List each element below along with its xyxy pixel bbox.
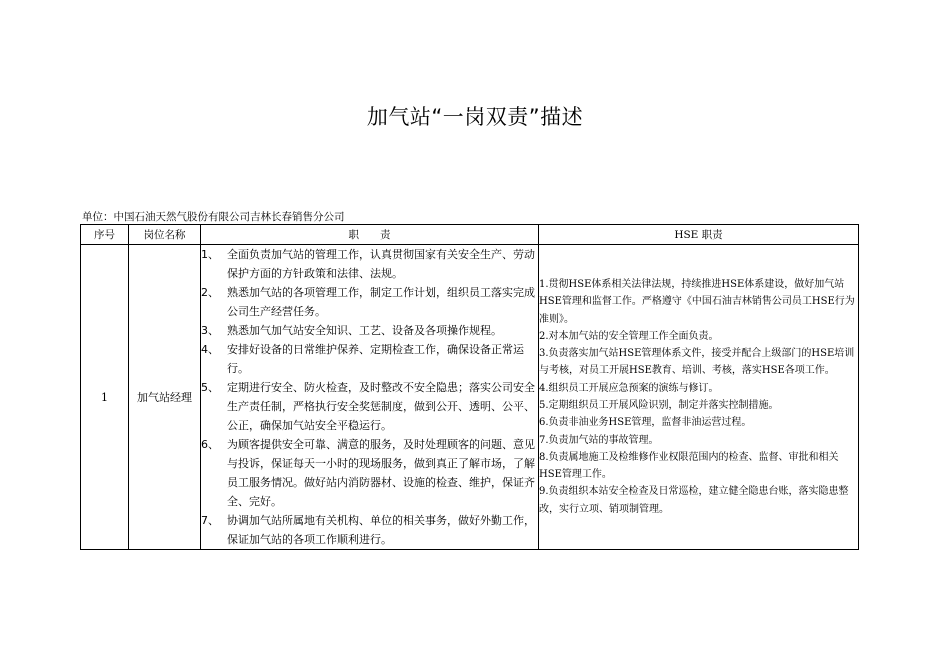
table-row	[81, 245, 859, 550]
responsibility-item	[201, 283, 538, 321]
header-num: 序号	[81, 225, 129, 245]
hse-item: 8.负责属地施工及检维修作业权限范围内的检查、监督、审批和相关HSE管理工作。	[539, 451, 839, 481]
item-text: 熟悉加气加气站安全知识、工艺、设备及各项操作规程。	[227, 324, 502, 337]
hse-list	[539, 276, 858, 518]
responsibilities-cell	[201, 245, 539, 550]
item-number: 1、	[201, 248, 219, 261]
header-position: 岗位名称	[129, 225, 201, 245]
item-text: 为顾客提供安全可靠、满意的服务，及时处理顾客的问题、意见与投诉，保证每天一小时的现场服务，做到真正了解市场，了解员工服务情况。做好站内消防器材、设施的检查、维护，保证齐全、完好。	[227, 438, 535, 508]
item-number: 7、	[201, 514, 219, 527]
hse-item: 2.对本加气站的安全管理工作全面负责。	[539, 330, 719, 342]
row-position: 加气站经理	[129, 245, 201, 550]
item-text: 协调加气站所属地有关机构、单位的相关事务，做好外勤工作，保证加气站的各项工作顺利进行。	[227, 514, 535, 546]
responsibility-item	[201, 340, 538, 378]
unit-label: 单位：中国石油天然气股份有限公司吉林长春销售分公司	[82, 211, 345, 223]
hse-item: 7.负责加气站的事故管理。	[539, 434, 659, 446]
item-number: 6、	[201, 438, 219, 451]
hse-item: 3.负责落实加气站HSE管理体系文件，接受并配合上级部门的HSE培训与考核，对员工开展HSE教育、培训、考核，落实HSE各项工作。	[539, 348, 855, 377]
hse-item: 4.组织员工开展应急预案的演练与修订。	[539, 382, 719, 394]
hse-item: 5.定期组织员工开展风险识别，制定并落实控制措施。	[539, 400, 779, 411]
hse-item: 1.贯彻HSE体系相关法律法规，持续推进HSE体系建设，做好加气站HSE管理和监督工作。严格遵守《中国石油吉林销售公司员工HSE行为准则》。	[539, 278, 855, 325]
table-header-row	[81, 225, 859, 245]
item-number: 3、	[201, 324, 219, 337]
responsibility-item	[201, 378, 538, 435]
header-responsibilities: 职 责	[201, 225, 539, 245]
responsibility-item	[201, 435, 538, 511]
hse-item: 6.负责非油业务HSE管理，监督非油运营过程。	[539, 417, 752, 429]
responsibility-item	[201, 511, 538, 549]
header-hse: HSE 职责	[539, 225, 859, 245]
hse-cell	[539, 245, 859, 550]
row-num: 1	[81, 245, 129, 550]
item-number: 5、	[201, 381, 219, 394]
item-number: 2、	[201, 286, 219, 299]
item-text: 安排好设备的日常维护保养、定期检查工作，确保设备正常运行。	[227, 343, 524, 375]
page-title: 加气站“一岗双责”描述	[366, 105, 584, 129]
item-text: 熟悉加气站的各项管理工作，制定工作计划，组织员工落实完成公司生产经营任务。	[227, 286, 535, 318]
item-number: 4、	[201, 343, 219, 356]
responsibility-item	[201, 321, 538, 340]
item-text: 定期进行安全、防火检查，及时整改不安全隐患；落实公司安全生产责任制，严格执行安全奖惩制度，做到公开、透明、公平、公正，确保加气站安全平稳运行。	[227, 381, 535, 432]
item-text: 全面负责加气站的管理工作，认真贯彻国家有关安全生产、劳动保护方面的方针政策和法律、法规。	[227, 248, 535, 280]
duty-table	[80, 224, 859, 550]
responsibility-item	[201, 245, 538, 283]
hse-item: 9.负责组织本站安全检查及日常巡检，建立健全隐患台账，落实隐患整改，实行立项、销项制管理。	[539, 486, 849, 515]
responsibilities-list	[201, 245, 538, 549]
